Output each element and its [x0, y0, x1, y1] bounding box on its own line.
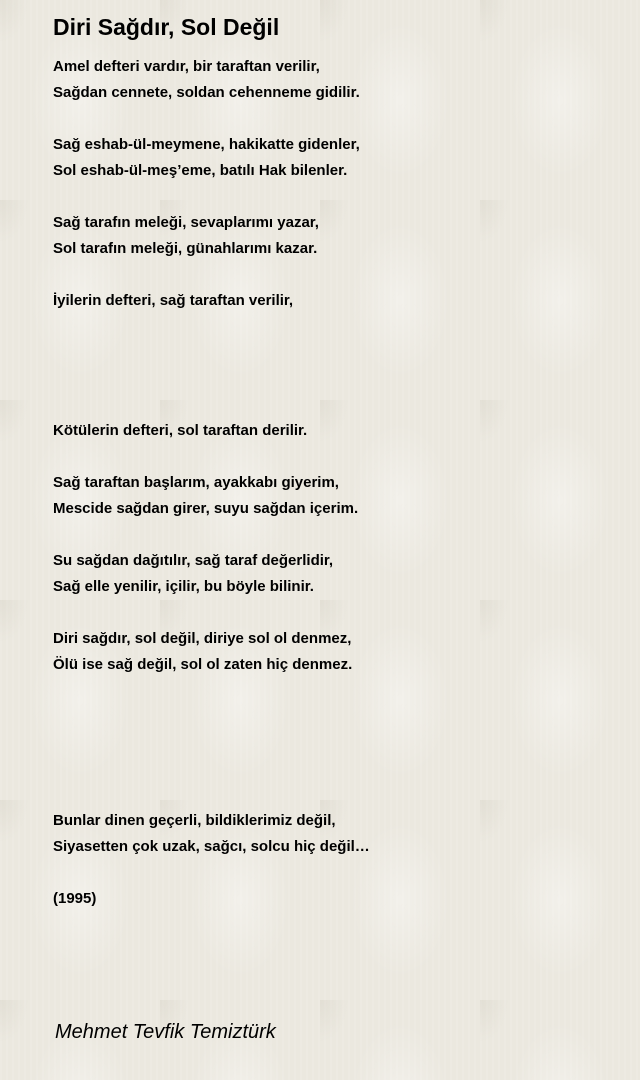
poem-line: Su sağdan dağıtılır, sağ taraf değerlidir,: [53, 552, 334, 569]
poem-line: Sağ tarafın meleği, sevaplarımı yazar,: [53, 214, 319, 231]
poem-line: Sağ eshab-ül-meymene, hakikatte gidenler,: [53, 136, 360, 153]
poem-line: Sağ taraftan başlarım, ayakkabı giyerim,: [53, 474, 339, 491]
stanza-break: [53, 730, 613, 756]
poem-line: Ölü ise sağ değil, sol ol zaten hiç denmez.: [53, 656, 353, 673]
stanza-break: [53, 782, 613, 808]
poem-line: Mescide sağdan girer, suyu sağdan içerim.: [53, 500, 359, 517]
stanza-break: [53, 340, 613, 366]
stanza-break: [53, 860, 613, 886]
poem-line: Bunlar dinen geçerli, bildiklerimiz değil,: [53, 812, 336, 829]
poet-name: Mehmet Tevfik Temiztürk: [55, 1021, 276, 1043]
stanza-break: [53, 704, 613, 730]
stanza-break: [53, 756, 613, 782]
stanza-break: [53, 184, 613, 210]
stanza-break: [53, 392, 613, 418]
poem-line: Amel defteri vardır, bir taraftan verilir,: [53, 58, 320, 75]
poem-line: İyilerin defteri, sağ taraftan verilir,: [53, 292, 294, 309]
stanza-break: [53, 314, 613, 340]
stanza-break: [53, 366, 613, 392]
poem-line: Diri sağdır, sol değil, diriye sol ol denmez,: [53, 630, 352, 647]
poem-line: Kötülerin defteri, sol taraftan derilir.: [53, 422, 308, 439]
poem-line: Sol tarafın meleği, günahlarımı kazar.: [53, 240, 318, 257]
poem-body: [53, 54, 613, 912]
stanza-break: [53, 444, 613, 470]
stanza-break: [53, 262, 613, 288]
stanza-break: [53, 522, 613, 548]
stanza-break: [53, 600, 613, 626]
stanza-break: [53, 106, 613, 132]
poem-line: Sağ elle yenilir, içilir, bu böyle bilinir.: [53, 578, 314, 595]
poem-line: Sol eshab-ül-meş’eme, batılı Hak bilenler.: [53, 162, 348, 179]
poem-line: (1995): [53, 890, 97, 907]
poem-line: Siyasetten çok uzak, sağcı, solcu hiç değil…: [53, 838, 370, 855]
poem-title: Diri Sağdır, Sol Değil: [53, 14, 280, 40]
stanza-break: [53, 678, 613, 704]
poem-container: [53, 10, 613, 912]
poem-line: Sağdan cennete, soldan cehenneme gidilir.: [53, 84, 360, 101]
